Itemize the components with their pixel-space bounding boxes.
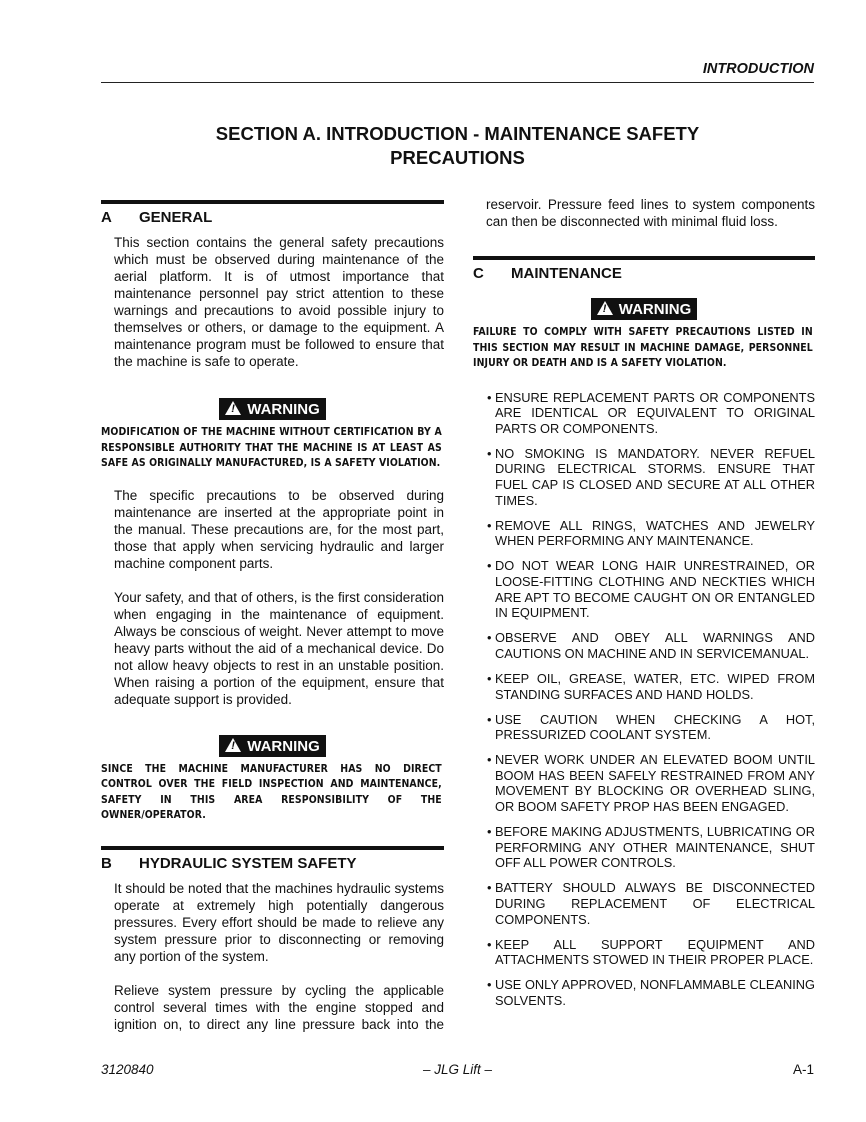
publisher-name: – JLG Lift – (422, 1062, 493, 1077)
running-head-title: INTRODUCTION (702, 61, 814, 77)
list-item: • ENSURE REPLACEMENT PARTS OR COMPONENTS ARE IDENTICAL OR EQUIVALENT TO ORIGINAL PARTS OR COMPONENTS. (487, 389, 815, 436)
list-item: • BATTERY SHOULD ALWAYS BE DISCONNECTED DURING REPLACEMENT OF ELECTRICAL COMPONENTS. (487, 880, 815, 927)
list-item: • NO SMOKING IS MANDATORY. NEVER REFUEL DURING ELECTRICAL STORMS. ENSURE THAT FUEL CAP IS CLOSED AND SECURE AT ALL OTHER TIMES. (487, 445, 815, 508)
maintenance-bullet-list (473, 390, 815, 1009)
warning-text-1: MODIFICATION OF THE MACHINE WITHOUT CERTIFICATION BY A RESPONSIBLE AUTHORITY THAT THE MACHINE IS AT LEAST AS SAFE AS ORIGINALLY MANUFACTURED, IS A SAFETY VIOLATION. (101, 427, 442, 469)
general-paragraph-3: Your safety, and that of others, is the first consideration when engaging in the maintenance of equipment. Always be conscious of weight. Never attempt to move heavy parts without the aid of a mechanical device. Do not allow heavy objects to rest in an unstable position. When raising a portion of the equipment, ensure that adequate support is provided. (114, 589, 444, 707)
section-title (101, 122, 814, 170)
page-number: A-1 (792, 1062, 814, 1077)
list-item: • USE CAUTION WHEN CHECKING A HOT, PRESSURIZED COOLANT SYSTEM. (487, 711, 815, 743)
general-paragraph-2: The specific precautions to be observed during maintenance are inserted at the appropriate point in the manual. These precautions are, for the most part, those that apply when servicing hydraulic and larger machine component parts. (114, 487, 444, 571)
section-title-line-1: SECTION A. INTRODUCTION - MAINTENANCE SAFETY (215, 123, 700, 144)
list-item: • DO NOT WEAR LONG HAIR UNRESTRAINED, OR LOOSE-FITTING CLOTHING AND NECKTIES WHICH ARE APT TO BECOME CAUGHT ON OR ENTANGLED IN EQUIPMENT. (487, 558, 815, 621)
general-paragraph-1: This section contains the general safety precautions which must be observed during maintenance of the aerial platform. It is of utmost importance that maintenance personnel pay strict attention to these warnings and precautions to avoid possible injury to themselves or others, or damage to the equipment. A maintenance program must be followed to ensure that the machine is safe to operate. (114, 235, 444, 369)
list-item: • NEVER WORK UNDER AN ELEVATED BOOM UNTIL BOOM HAS BEEN SAFELY RESTRAINED FROM ANY MOVEMENT BY BLOCKING OR OVERHEAD SLING, OR BOOM SAFETY PROP HAS BEEN ENGAGED. (487, 752, 815, 815)
list-item: • REMOVE ALL RINGS, WATCHES AND JEWELRY WHEN PERFORMING ANY MAINTENANCE. (487, 517, 815, 549)
heading-letter: C (473, 265, 484, 282)
heading-title: HYDRAULIC SYSTEM SAFETY (139, 854, 357, 872)
document-number: 3120840 (101, 1062, 154, 1077)
heading-general (101, 200, 444, 227)
heading-letter: A (101, 209, 112, 226)
warning-triangle-icon: ! (225, 401, 241, 415)
heading-maintenance (473, 256, 815, 283)
warning-triangle-icon: ! (597, 301, 613, 315)
list-item: • OBSERVE AND OBEY ALL WARNINGS AND CAUTIONS ON MACHINE AND IN SERVICEMANUAL. (487, 630, 815, 661)
right-column (473, 196, 815, 1018)
warning-text-3: FAILURE TO COMPLY WITH SAFETY PRECAUTIONS LISTED IN THIS SECTION MAY RESULT IN MACHINE DAMAGE, PERSONNEL INJURY OR DEATH AND IS A SAFETY VIOLATION. (473, 327, 813, 369)
list-item: • USE ONLY APPROVED, NONFLAMMABLE CLEANING SOLVENTS. (487, 977, 815, 1008)
warning-badge-1: ! WARNING (101, 398, 444, 420)
warning-triangle-icon: ! (225, 738, 241, 752)
list-item: • KEEP OIL, GREASE, WATER, ETC. WIPED FROM STANDING SURFACES AND HAND HOLDS. (487, 670, 815, 702)
warning-badge-2: ! WARNING (101, 735, 444, 757)
heading-hydraulic (101, 846, 444, 873)
heading-title: GENERAL (139, 209, 213, 226)
list-item: • KEEP ALL SUPPORT EQUIPMENT AND ATTACHMENTS STOWED IN THEIR PROPER PLACE. (487, 936, 815, 968)
heading-title: MAINTENANCE (511, 265, 622, 282)
warning-text-2: SINCE THE MACHINE MANUFACTURER HAS NO DIRECT CONTROL OVER THE FIELD INSPECTION AND MAINTENANCE, SAFETY IN THIS AREA RESPONSIBILITY OF THE OWNER/OPERATOR. (101, 763, 442, 821)
hydraulic-paragraph-2: Relieve system pressure by cycling the applicable control several times with the engine stopped and ignition on, to direct any line pressure back into the (114, 982, 444, 1032)
section-title-line-2: PRECAUTIONS (390, 147, 525, 168)
running-header (101, 58, 814, 83)
list-item: • BEFORE MAKING ADJUSTMENTS, LUBRICATING OR PERFORMING ANY OTHER MAINTENANCE, SHUT OFF ALL POWER CONTROLS. (487, 824, 815, 871)
hydraulic-paragraph-2-continued: reservoir. Pressure feed lines to system components can then be disconnected with minimal fluid loss. (486, 197, 815, 229)
warning-badge-3: ! WARNING (473, 298, 815, 320)
hydraulic-paragraph-1: It should be noted that the machines hydraulic systems operate at extremely high potentially dangerous pressures. Every effort should be made to relieve any system pressure prior to disconnecting or removing any portion of the system. (114, 880, 444, 964)
left-column (101, 196, 444, 1033)
heading-letter: B (101, 854, 112, 872)
